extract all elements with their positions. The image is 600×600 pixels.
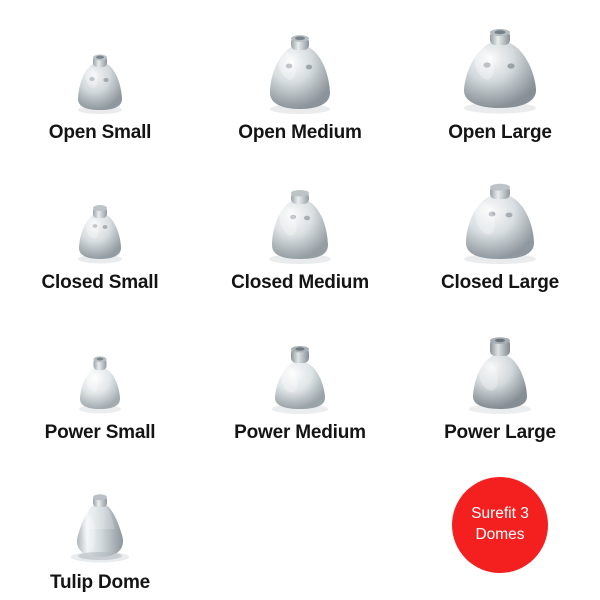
dome-cell-power-medium[interactable]	[200, 300, 400, 450]
dome-label: Power Large	[444, 422, 556, 444]
dome-cell-closed-small[interactable]	[0, 150, 200, 300]
dome-icon	[60, 493, 140, 565]
dome-label: Tulip Dome	[49, 572, 151, 594]
dome-icon	[255, 189, 345, 265]
dome-label: Closed Small	[41, 272, 159, 294]
dome-label: Open Large	[448, 122, 552, 144]
dome-image-wrap	[200, 0, 400, 115]
dome-icon	[447, 183, 553, 265]
dome-image-wrap	[200, 300, 400, 415]
dome-label: Open Medium	[238, 122, 362, 144]
dome-label: Power Medium	[234, 422, 366, 444]
badge-line-2: Domes	[475, 526, 525, 543]
badge-line-1: Surefit 3	[471, 505, 529, 523]
dome-cell-power-small[interactable]	[0, 300, 200, 450]
dome-image-wrap	[400, 0, 600, 115]
dome-image-wrap	[0, 150, 200, 265]
status-badge	[452, 477, 548, 573]
dome-icon	[65, 53, 135, 115]
dome-cell-open-small[interactable]	[0, 0, 200, 150]
dome-icon	[66, 203, 134, 265]
dome-label: Power Small	[44, 422, 156, 444]
dome-image-wrap	[0, 450, 200, 565]
dome-image-wrap	[400, 150, 600, 265]
empty-cell	[200, 450, 400, 600]
dome-label: Open Small	[48, 122, 152, 144]
dome-image-wrap	[0, 300, 200, 415]
dome-image-wrap	[400, 300, 600, 415]
dome-image-wrap	[200, 150, 400, 265]
dome-icon	[452, 337, 548, 415]
dome-label: Closed Medium	[231, 272, 369, 294]
dome-icon	[446, 29, 554, 115]
dome-cell-closed-large[interactable]	[400, 150, 600, 300]
dome-cell-open-medium[interactable]	[200, 0, 400, 150]
dome-icon	[257, 345, 343, 415]
dome-cell-open-large[interactable]	[400, 0, 600, 150]
badge-cell	[400, 450, 600, 600]
dome-cell-closed-medium[interactable]	[200, 150, 400, 300]
dome-icon	[67, 355, 133, 415]
dome-icon	[254, 35, 346, 115]
dome-label: Closed Large	[441, 272, 559, 294]
dome-cell-tulip-dome[interactable]	[0, 450, 200, 600]
dome-cell-power-large[interactable]	[400, 300, 600, 450]
dome-image-wrap	[0, 0, 200, 115]
